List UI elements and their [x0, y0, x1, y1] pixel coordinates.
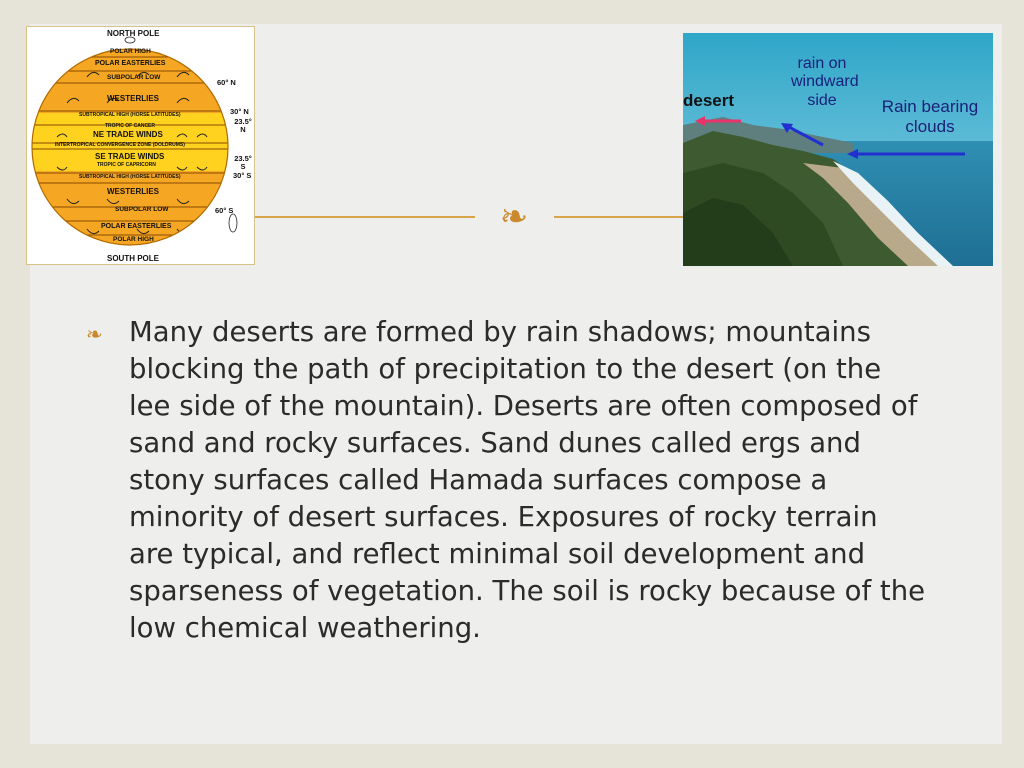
tropic-of-cancer-label: TROPIC OF CANCER: [105, 123, 155, 129]
lat-30s-label: 30° S: [233, 171, 252, 180]
fleuron-bullet-icon: ❧: [86, 322, 103, 346]
desert-label: desert: [683, 91, 735, 110]
se-trade-winds-label: SE TRADE WINDS: [95, 152, 165, 161]
subtropical-high-south-label: SUBTROPICAL HIGH (HORSE LATITUDES): [79, 174, 181, 180]
subpolar-low-south-label: SUBPOLAR LOW: [115, 206, 169, 213]
lat-30n-label: 30° N: [230, 107, 249, 116]
polar-high-north-label: POLAR HIGH: [110, 48, 151, 55]
ne-trade-winds-label: NE TRADE WINDS: [93, 130, 163, 139]
polar-easterlies-south-label: POLAR EASTERLIES: [101, 223, 172, 230]
polar-easterlies-north-label: POLAR EASTERLIES: [95, 60, 166, 67]
north-pole-label: NORTH POLE: [107, 29, 160, 38]
westerlies-south-label: WESTERLIES: [107, 187, 160, 196]
westerlies-north-label: WESTERLIES: [107, 94, 160, 103]
subtropical-high-north-label: SUBTROPICAL HIGH (HORSE LATITUDES): [79, 112, 181, 118]
divider-line-right: [554, 216, 683, 218]
rain-shadow-photo: [683, 33, 993, 266]
fleuron-ornament-icon: ❧: [499, 197, 529, 237]
rain-bearing-clouds-label: Rain bearing clouds: [881, 97, 979, 136]
lat-60n-label: 60° N: [217, 78, 236, 87]
subpolar-low-north-label: SUBPOLAR LOW: [107, 74, 161, 81]
polar-high-south-label: POLAR HIGH: [113, 236, 154, 243]
tropic-of-capricorn-label: TROPIC OF CAPRICORN: [97, 162, 156, 168]
rain-on-windward-side-label: rain on windward side: [791, 55, 859, 109]
lat-60s-label: 60° S: [215, 206, 234, 215]
lat-235n-label: 23.5° N: [234, 117, 252, 134]
south-pole-label: SOUTH POLE: [107, 254, 160, 263]
itcz-label: INTERTROPICAL CONVERGENCE ZONE (DOLDRUMS): [55, 142, 185, 148]
divider-line-left: [255, 216, 475, 218]
lat-235s-label: 23.5° S: [234, 154, 252, 171]
body-paragraph: Many deserts are formed by rain shadows; mountains blocking the path of precipitation to the desert (on the lee side of the mountain). Deserts are often composed of sand and rocky surfaces. Sand dunes called ergs and stony surfaces called Hamada surfaces compose a minority of desert surfaces. Exposures of rocky terrain are typical, and reflect minimal soil development and sparseness of vegetation. The soil is rocky because of the low chemical weathering.: [129, 316, 926, 644]
wind-belts-diagram: [26, 26, 255, 265]
